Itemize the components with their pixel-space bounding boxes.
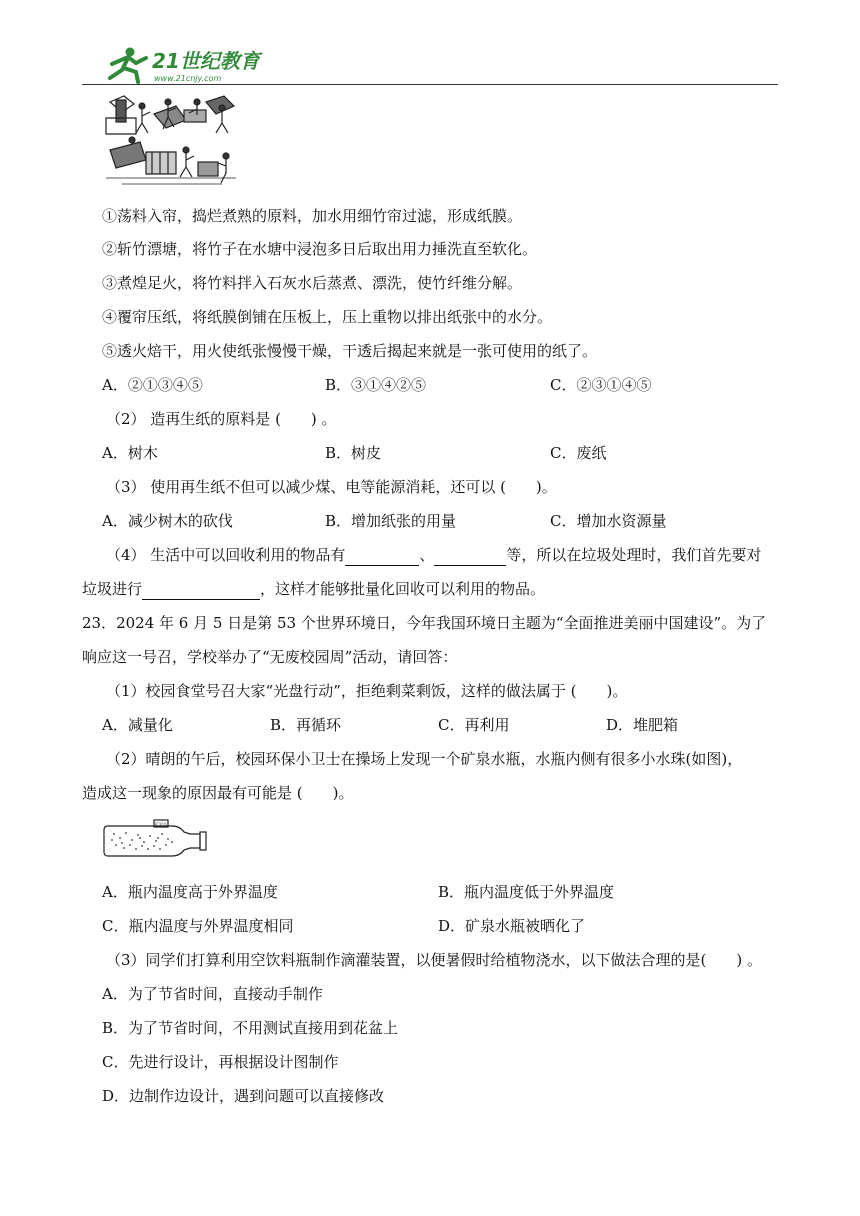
papermaking-illustration: [102, 92, 244, 196]
q23-p2-stem-line1: （2）晴朗的午后，校园环保小卫士在操场上发现一个矿泉水瓶，水瓶内侧有很多小水珠(如图)，: [106, 750, 743, 768]
q23-p1-option-c: C．再利用: [438, 716, 510, 734]
logo-text: 21世纪教育: [152, 49, 260, 73]
q22-p4-text-e: ，这样才能够批量化回收可以利用的物品。: [260, 580, 546, 598]
water-droplets: [111, 832, 173, 850]
logo: [102, 44, 272, 84]
answer-blank-2[interactable]: [434, 547, 506, 566]
q23-intro-line1: 23．2024 年 6 月 5 日是第 53 个世界环境日，今年我国环境日主题为“全面推进美丽中国建设”。为了: [82, 614, 767, 632]
q22-p3-option-c: C．增加水资源量: [550, 512, 667, 530]
q23-p1-option-b: B．再循环: [270, 716, 342, 734]
q22-p2-option-b: B．树皮: [325, 444, 382, 462]
q22-p4-line2: [82, 578, 545, 600]
q23-p3-option-d: D．边制作边设计，遇到问题可以直接修改: [102, 1087, 385, 1105]
water-bottle-illustration: [102, 818, 208, 864]
runner-icon: [110, 48, 146, 83]
step-5: ⑤透火焙干，用火使纸张慢慢干燥，干透后揭起来就是一张可使用的纸了。: [102, 342, 598, 360]
step-4: ④覆帘压纸，将纸膜倒铺在压板上，压上重物以排出纸张中的水分。: [102, 308, 553, 326]
q22-p1-option-a: A．②①③④⑤: [102, 376, 203, 394]
q23-p2-option-a: A．瓶内温度高于外界温度: [102, 883, 278, 901]
q22-p3-option-b: B．增加纸张的用量: [325, 512, 457, 530]
bottle-label: 矿泉水: [155, 821, 167, 827]
q23-p3-stem: （3）同学们打算利用空饮料瓶制作滴灌装置，以便暑假时给植物浇水，以下做法合理的是( ) 。: [106, 951, 763, 969]
q22-p2-stem: （2） 造再生纸的原料是 ( ) 。: [106, 410, 337, 428]
q22-p1-option-c: C．②③①④⑤: [550, 376, 652, 394]
q22-p4-text-c: 等，所以在垃圾处理时，我们首先要对: [506, 546, 762, 564]
logo-url: www.21cnjy.com: [154, 74, 222, 83]
q22-p2-option-c: C．废纸: [550, 444, 607, 462]
answer-blank-3[interactable]: [142, 581, 260, 600]
q23-p2-option-c: C．瓶内温度与外界温度相同: [102, 917, 294, 935]
q23-p3-option-b: B．为了节省时间，不用测试直接用到花盆上: [102, 1019, 399, 1037]
q23-p2-stem-line2: 造成这一现象的原因最有可能是 ( )。: [82, 784, 354, 802]
q22-p3-stem: （3） 使用再生纸不但可以减少煤、电等能源消耗，还可以 ( )。: [106, 478, 557, 496]
q23-p3-option-a: A．为了节省时间，直接动手制作: [102, 985, 323, 1003]
q22-p4-text-b: 、: [419, 546, 435, 564]
header-rule: [82, 84, 778, 85]
q23-p1-stem: （1）校园食堂号召大家“光盘行动”，拒绝剩菜剩饭，这样的做法属于 ( )。: [106, 682, 628, 700]
q23-p1-option-d: D．堆肥箱: [606, 716, 679, 734]
step-1: ①荡料入帘，捣烂煮熟的原料，加水用细竹帘过滤，形成纸膜。: [102, 207, 523, 225]
q23-intro-line2: 响应这一号召，学校举办了“无废校园周”活动，请回答：: [82, 648, 458, 666]
q23-p1-option-a: A．减量化: [102, 716, 173, 734]
q22-p4-text-a: （4） 生活中可以回收利用的物品有: [106, 546, 346, 564]
q22-p2-option-a: A．树木: [102, 444, 158, 462]
q23-p2-option-d: D．矿泉水瓶被晒化了: [438, 917, 586, 935]
q23-p3-option-c: C．先进行设计，再根据设计图制作: [102, 1053, 339, 1071]
q22-p3-option-a: A．减少树木的砍伐: [102, 512, 233, 530]
q23-p2-option-b: B．瓶内温度低于外界温度: [438, 883, 615, 901]
step-2: ②斩竹漂塘，将竹子在水塘中浸泡多日后取出用力捶洗直至软化。: [102, 240, 538, 258]
page-header: [0, 0, 860, 92]
q22-p1-option-b: B．③①④②⑤: [325, 376, 427, 394]
q22-p4-text-d: 垃圾进行: [82, 580, 143, 598]
step-3: ③煮煌足火，将竹料拌入石灰水后蒸煮、漂洗，使竹纤维分解。: [102, 274, 523, 292]
answer-blank-1[interactable]: [345, 547, 419, 566]
q22-p4-line1: [106, 544, 761, 566]
